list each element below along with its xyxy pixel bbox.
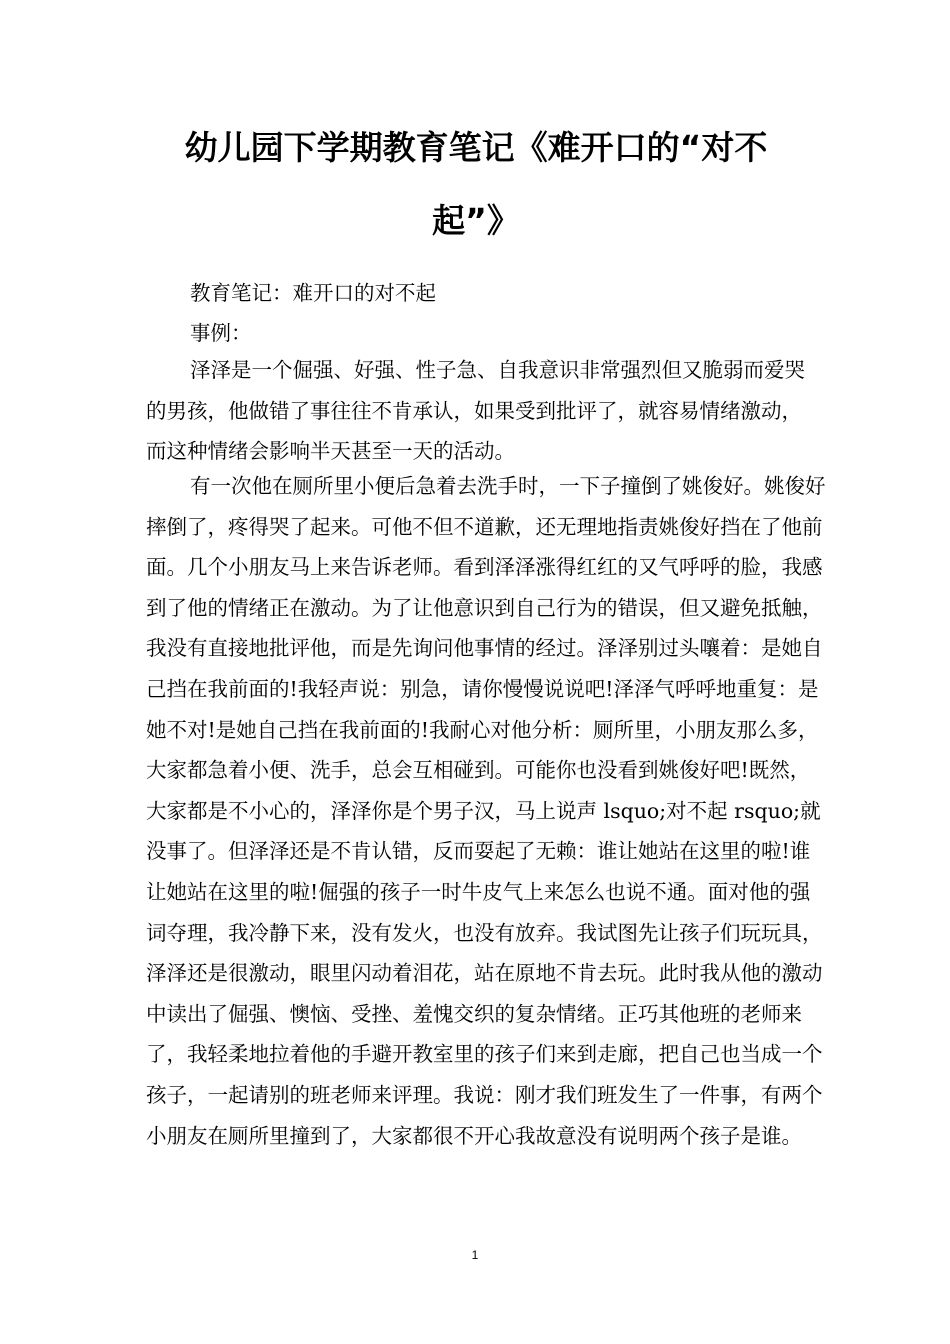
example-label-paragraph: 事例： bbox=[190, 321, 252, 345]
subtitle-paragraph: 教育笔记：难开口的对不起 bbox=[190, 281, 436, 305]
document-title-line-2: 起”》 bbox=[432, 201, 520, 240]
body-paragraph: 有一次他在厕所里小便后急着去洗手时，一下子撞倒了姚俊好。姚俊好摔倒了，疼得哭了起来。可他不但不道歉，还无理地指责姚俊好挡在了他前面。几个小朋友马上来告诉老师。看到泽泽涨得红红的又气呼呼的脸，我感到了他的情绪正在激动。为了让他意识到自己行为的错误，但又避免抵触，我没有直接地批评他，而是先询问他事情的经过。泽泽别过头嚷着：是她自己挡在我前面的!我轻声说：别急，请你慢慢说说吧!泽泽气呼呼地重复：是她不对!是她自己挡在我前面的!我耐心对他分析：厕所里，小朋友那么多，大家都急着小便、洗手，总会互相碰到。可能你也没看到姚俊好吧!既然，大家都是不小心的，泽泽你是个男子汉，马上说声 lsquo;对不起 rsquo;就没事了。但泽泽还是不肯认错，反而耍起了无赖：谁让她站在这里的啦!谁让她站在这里的啦!倔强的孩子一时牛皮气上来怎么也说不通。面对他的强词夺理，我冷静下来，没有发火，也没有放弃。我试图先让孩子们玩玩具，泽泽还是很激动，眼里闪动着泪花，站在原地不肯去玩。此时我从他的激动中读出了倔强、懊恼、受挫、羞愧交织的复杂情绪。正巧其他班的老师来了，我轻柔地拉着他的手避开教室里的孩子们来到走廊，把自己也当成一个孩子，一起请别的班老师来评理。我说：刚才我们班发生了一件事，有两个小朋友在厕所里撞到了，大家都很不开心我故意没有说明两个孩子是谁。 bbox=[146, 474, 826, 1148]
document-title-line-1: 幼儿园下学期教育笔记《难开口的“对不 bbox=[184, 128, 768, 167]
body-paragraph: 泽泽是一个倔强、好强、性子急、自我意识非常强烈但又脆弱而爱哭的男孩，他做错了事往往不肯承认，如果受到批评了，就容易情绪激动，而这种情绪会影响半天甚至一天的活动。 bbox=[146, 358, 805, 464]
page-number: 1 bbox=[471, 1248, 479, 1262]
